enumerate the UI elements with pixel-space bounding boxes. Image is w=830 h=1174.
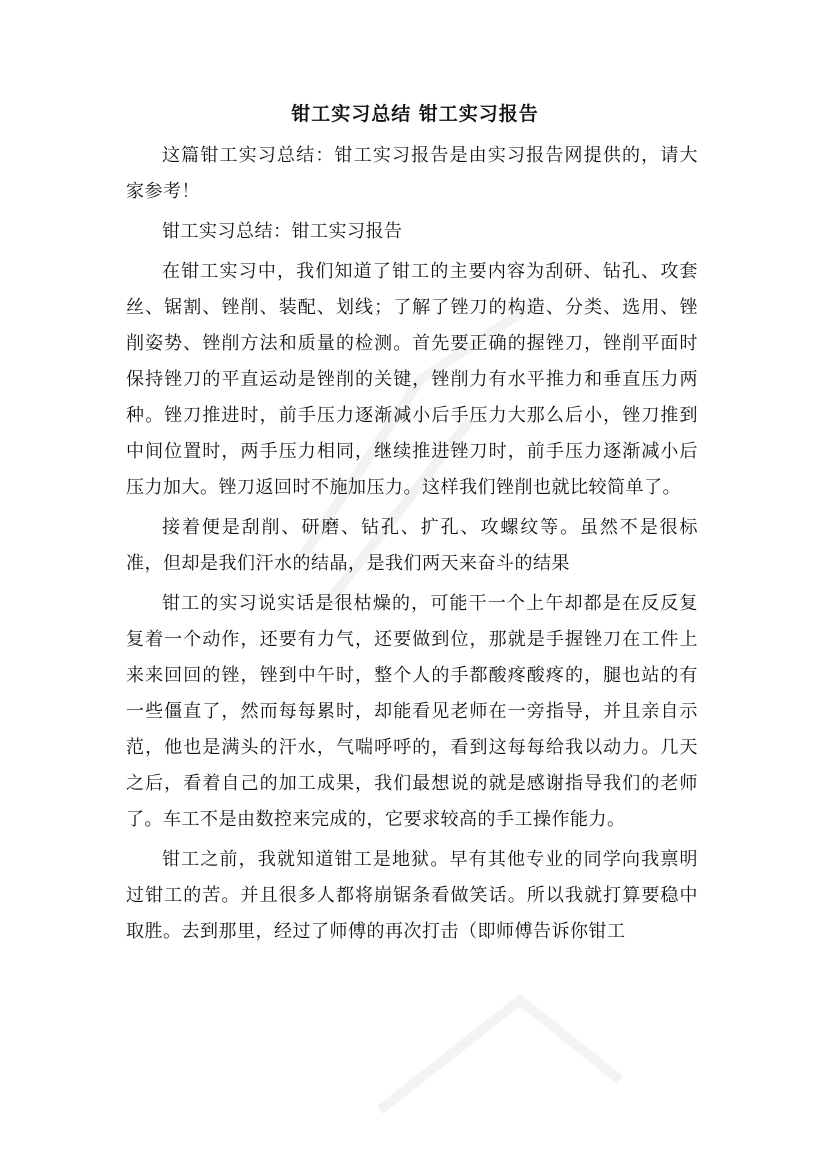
- paragraph-before-practice: 钳工之前，我就知道钳工是地狱。早有其他专业的同学向我禀明过钳工的苦。并且很多人都将崩锯条看做笑话。所以我就打算要稳中取胜。去到那里，经过了师傅的再次打击（即师傅告诉你钳工: [126, 849, 698, 942]
- document-body: [126, 138, 698, 950]
- paragraph-intro: 这篇钳工实习总结：钳工实习报告是由实习报告网提供的，请大家参考！: [126, 145, 698, 202]
- paragraph-scraping: 接着便是刮削、研磨、钻孔、扩孔、攻螺纹等。虽然不是很标准，但却是我们汗水的结晶，是我们两天来奋斗的结果: [126, 517, 698, 574]
- paragraph-experience: 钳工的实习说实话是很枯燥的，可能干一个上午却都是在反反复复着一个动作，还要有力气，还要做到位，那就是手握锉刀在工件上来来回回的锉，锉到中午时，整个人的手都酸疼酸疼的，腿也站的有一些僵直了，然而每每累时，却能看见老师在一旁指导，并且亲自示范，他也是满头的汗水，气喘呼呼的，看到这每每给我以动力。几天之后，看着自己的加工成果，我们最想说的就是感谢指导我们的老师了。车工不是由数控来完成的，它要求较高的手工操作能力。: [126, 593, 698, 830]
- paragraph-filing: 在钳工实习中，我们知道了钳工的主要内容为刮研、钻孔、攻套丝、锯割、锉削、装配、划线；了解了锉刀的构造、分类、选用、锉削姿势、锉削方法和质量的检测。首先要正确的握锉刀，锉削平面时保持锉刀的平直运动是锉削的关键，锉削力有水平推力和垂直压力两种。锉刀推进时，前手压力逐渐减小后手压力大那么后小，锉刀推到中间位置时，两手压力相同，继续推进锉刀时，前手压力逐渐减小后压力加大。锉刀返回时不施加压力。这样我们锉削也就比较简单了。: [126, 261, 698, 498]
- document-title: 钳工实习总结 钳工实习报告: [291, 103, 539, 125]
- paragraph-subtitle: 钳工实习总结：钳工实习报告: [162, 221, 403, 242]
